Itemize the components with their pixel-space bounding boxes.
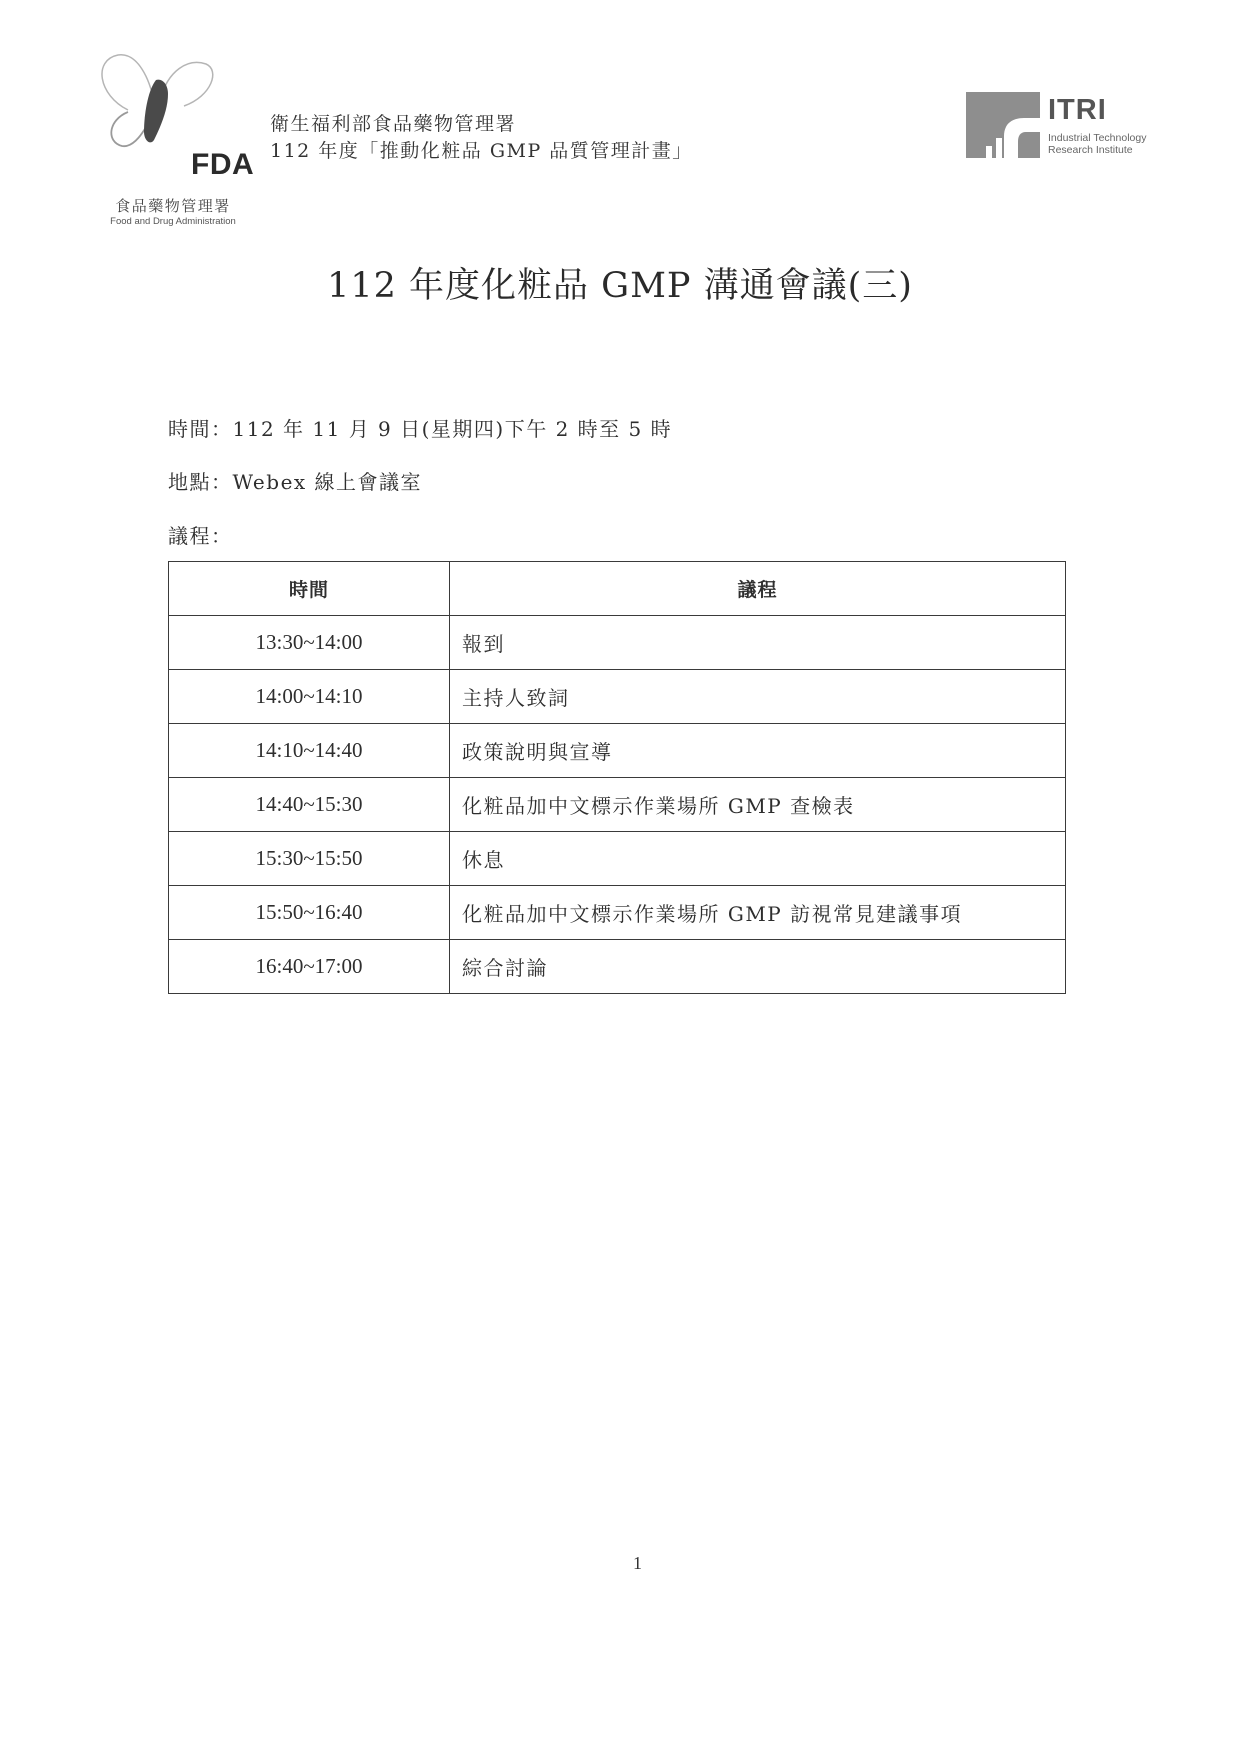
itri-logo-subtitle: [1048, 132, 1146, 156]
fda-logo-english-name: Food and Drug Administration: [110, 216, 236, 227]
agenda-item-cell: 政策說明與宣導: [450, 724, 1066, 778]
itri-subtitle-line2: Research Institute: [1048, 144, 1133, 156]
table-row: [169, 670, 1066, 724]
agenda-item-cell: 化粧品加中文標示作業場所 GMP 訪視常見建議事項: [450, 886, 1066, 940]
itri-mark-icon: [966, 92, 1040, 158]
page-number: 1: [633, 1553, 642, 1573]
agenda-label: 議程：: [168, 524, 233, 548]
column-header-time: 時間: [169, 562, 450, 616]
fda-logo-text: FDA: [191, 148, 255, 181]
column-header-agenda: 議程: [450, 562, 1066, 616]
table-row: [169, 940, 1066, 994]
meeting-place: 地點：Webex 線上會議室: [168, 470, 423, 494]
agenda-item-cell: 主持人致詞: [450, 670, 1066, 724]
meeting-time: 時間：112 年 11 月 9 日(星期四)下午 2 時至 5 時: [168, 417, 673, 441]
time-cell: 16:40~17:00: [169, 940, 450, 994]
agenda-item-cell: 綜合討論: [450, 940, 1066, 994]
time-cell: 14:40~15:30: [169, 778, 450, 832]
itri-subtitle-line1: Industrial Technology: [1048, 132, 1147, 144]
itri-logo: [966, 92, 1166, 162]
agenda-item-cell: 休息: [450, 832, 1066, 886]
table-row: [169, 616, 1066, 670]
time-cell: 14:00~14:10: [169, 670, 450, 724]
time-cell: 13:30~14:00: [169, 616, 450, 670]
agency-name: 衛生福利部食品藥物管理署: [270, 113, 517, 135]
agenda-item-cell: 化粧品加中文標示作業場所 GMP 查檢表: [450, 778, 1066, 832]
itri-logo-text: ITRI: [1048, 94, 1107, 126]
time-cell: 14:10~14:40: [169, 724, 450, 778]
time-cell: 15:30~15:50: [169, 832, 450, 886]
table-header-row: [169, 562, 1066, 616]
table-row: [169, 832, 1066, 886]
time-cell: 15:50~16:40: [169, 886, 450, 940]
table-row: [169, 886, 1066, 940]
agency-header: [270, 111, 693, 165]
project-name: 112 年度「推動化粧品 GMP 品質管理計畫」: [270, 140, 693, 162]
document-title: 112 年度化粧品 GMP 溝通會議(三): [327, 266, 913, 306]
fda-logo: [88, 50, 258, 227]
agenda-table: [168, 561, 1066, 994]
agenda-item-cell: 報到: [450, 616, 1066, 670]
table-row: [169, 778, 1066, 832]
table-row: [169, 724, 1066, 778]
fda-logo-chinese-name: 食品藥物管理署: [115, 197, 231, 215]
